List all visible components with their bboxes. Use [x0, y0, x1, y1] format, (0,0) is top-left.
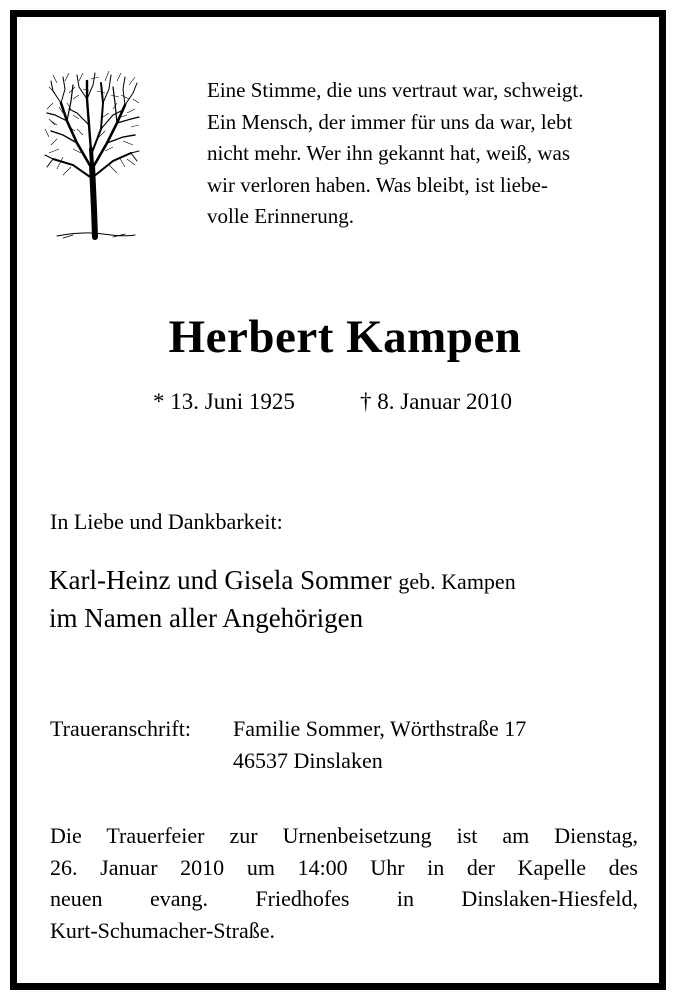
death-date: † 8. Januar 2010	[360, 389, 513, 414]
mourners-names: Karl-Heinz und Gisela Sommer	[49, 565, 392, 595]
funeral-line: 26. Januar 2010 um 14:00 Uhr in der Kapelle des	[50, 854, 638, 880]
obituary-frame	[10, 10, 666, 990]
poem	[207, 75, 657, 233]
mourners-line-2: im Namen aller Angehörigen	[49, 603, 364, 633]
address-line-1: Familie Sommer, Wörthstraße 17	[233, 716, 527, 741]
poem-line: volle Erinnerung.	[207, 204, 354, 228]
poem-line: Ein Mensch, der immer für uns da war, lebt	[207, 109, 573, 134]
mourners	[49, 562, 516, 637]
birth-date: * 13. Juni 1925	[153, 389, 295, 414]
funeral-notice	[50, 820, 638, 946]
funeral-line: Kurt-Schumacher-Straße.	[50, 917, 275, 943]
deceased-name: Herbert Kampen	[168, 311, 522, 363]
funeral-line: Die Trauerfeier zur Urnenbeisetzung ist am Dienstag,	[50, 823, 638, 848]
funeral-line: neuen evang. Friedhofes in Dinslaken-Hiesfeld,	[50, 886, 638, 911]
poem-line: wir verloren haben. Was bleibt, ist liebe-	[207, 172, 548, 197]
address-line-2: 46537 Dinslaken	[233, 748, 383, 773]
dedication: In Liebe und Dankbarkeit:	[50, 509, 283, 534]
address-label: Traueranschrift:	[50, 716, 191, 741]
maiden-name: geb. Kampen	[398, 569, 516, 594]
mourners-line-1	[49, 562, 516, 600]
tree-icon	[43, 69, 141, 241]
poem-line: Eine Stimme, die uns vertraut war, schweigt.	[207, 78, 584, 102]
poem-line: nicht mehr. Wer ihn gekannt hat, weiß, was	[207, 141, 570, 165]
